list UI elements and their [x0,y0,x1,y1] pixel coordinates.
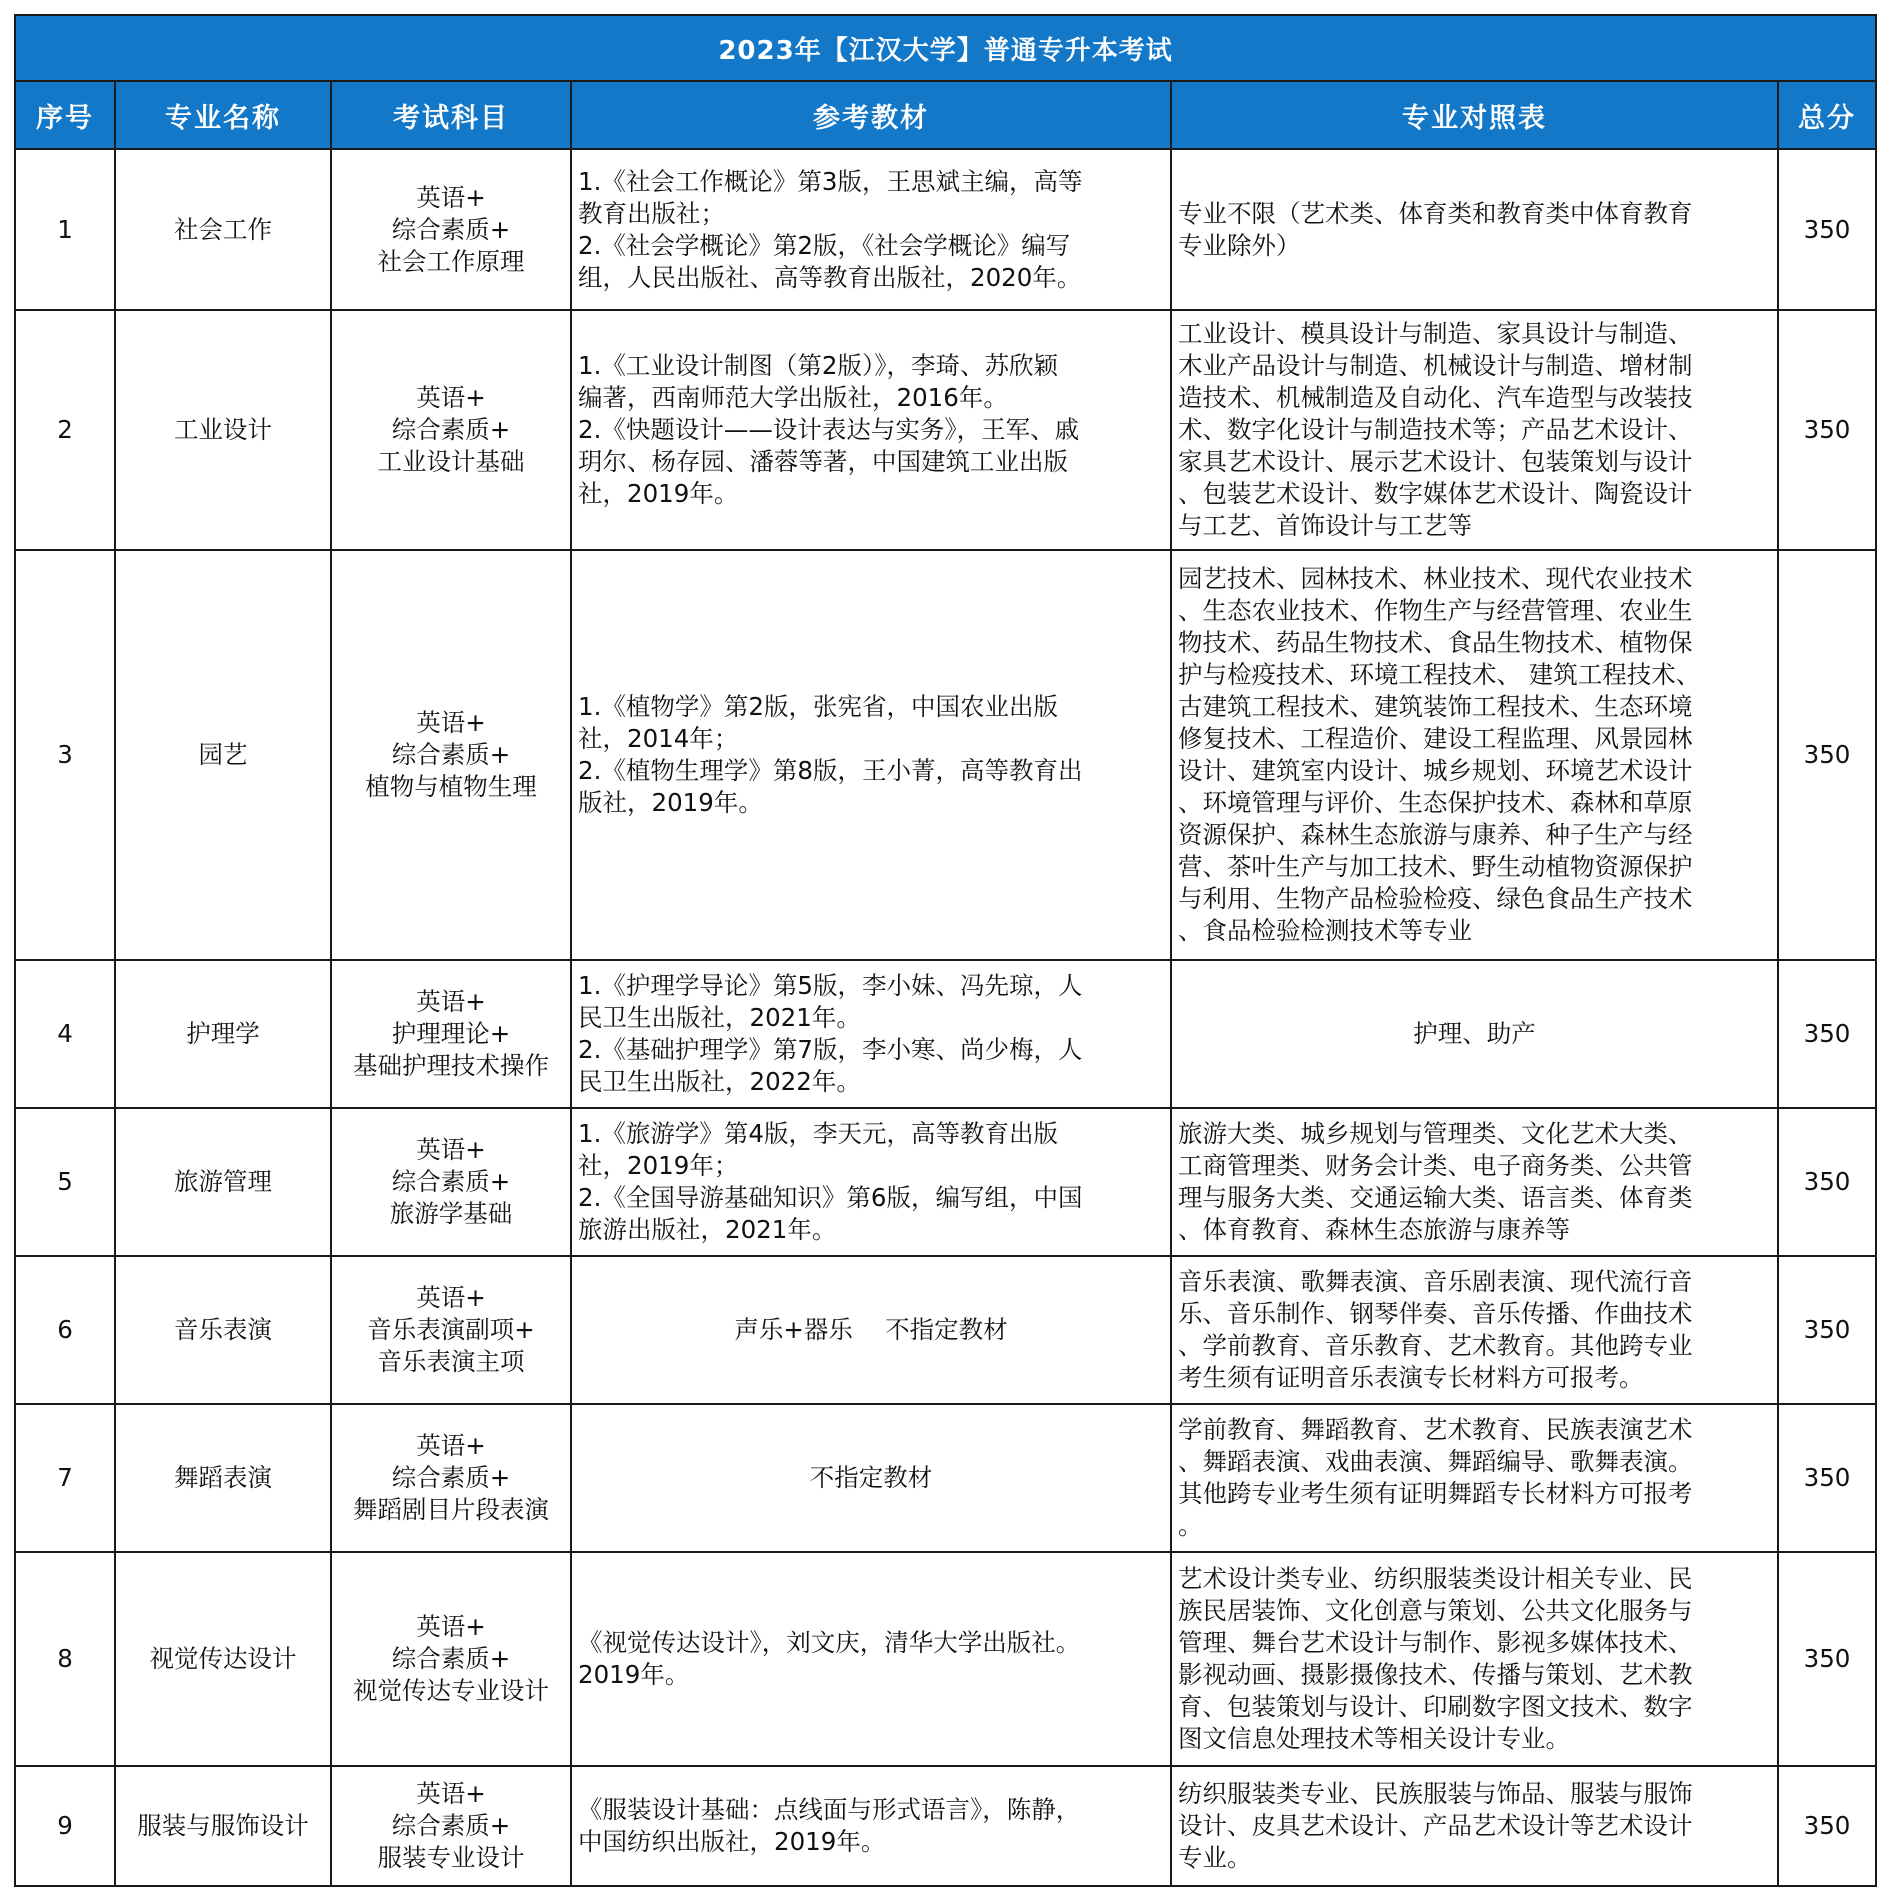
reference-textbooks [571,1108,1171,1256]
exam-subjects-line: 英语+ [416,383,486,412]
exam-table [14,14,1877,1887]
major-mapping-line: 工业设计、模具设计与制造、家具设计与制造、 [1178,319,1693,348]
exam-subjects-line: 综合素质+ [391,415,511,444]
major-mapping [1171,1108,1778,1256]
exam-subjects-line: 旅游学基础 [389,1199,513,1228]
major-mapping [1171,310,1778,550]
exam-subjects [331,1766,571,1886]
major-mapping-line: 设计、建筑室内设计、城乡规划、环境艺术设计 [1178,756,1693,785]
table-row [15,1766,1876,1886]
major-mapping-line: 、生态农业技术、作物生产与经营管理、农业生 [1178,596,1693,625]
major-mapping [1171,1552,1778,1766]
column-header: 专业名称 [115,81,331,149]
major-mapping [1171,960,1778,1108]
major-mapping-line: 理与服务大类、交通运输大类、语言类、体育类 [1178,1183,1693,1212]
table-header-row [15,81,1876,149]
reference-textbooks-line: 2.《快题设计——设计表达与实务》，王军、戚 [578,415,1080,444]
reference-textbooks-line: 2.《社会学概论》第2版，《社会学概论》编写 [578,230,1071,260]
major-mapping [1171,550,1778,960]
reference-textbooks-line: 2.《基础护理学》第7版，李小寒、尚少梅，人 [578,1035,1083,1064]
total-score: 350 [1778,960,1876,1108]
exam-subjects-line: 综合素质+ [391,740,511,769]
exam-subjects-line: 服装专业设计 [377,1843,525,1872]
reference-textbooks-line: 1.《旅游学》第4版，李天元，高等教育出版 [578,1119,1058,1148]
major-mapping-line: 专业。 [1178,1843,1252,1872]
exam-subjects-line: 音乐表演主项 [377,1347,525,1376]
major-mapping [1171,149,1778,310]
major-mapping-line: 管理、舞台艺术设计与制作、影视多媒体技术、 [1178,1628,1693,1657]
reference-textbooks-line: 社，2014年； [578,724,739,753]
total-score: 350 [1778,310,1876,550]
exam-subjects-line: 工业设计基础 [377,447,525,476]
reference-textbooks-line: 中国纺织出版社，2019年。 [578,1827,886,1856]
reference-textbooks-line: 旅游出版社，2021年。 [578,1215,837,1244]
major-mapping-line: 其他跨专业考生须有证明舞蹈专长材料方可报考 [1178,1479,1693,1508]
total-score: 350 [1778,1108,1876,1256]
major-mapping-line: 古建筑工程技术、建筑装饰工程技术、生态环境 [1178,692,1693,721]
reference-textbooks-line: 不指定教材 [809,1463,933,1492]
total-score: 350 [1778,1404,1876,1552]
major-name: 护理学 [115,960,331,1108]
major-mapping-line: 、食品检验检测技术等专业 [1178,916,1472,945]
table-title: 2023年【江汉大学】普通专升本考试 [15,15,1876,81]
major-mapping-line: 木业产品设计与制造、机械设计与制造、增材制 [1178,351,1693,380]
major-mapping-line: 护理、助产 [1413,1019,1536,1048]
table-row [15,1108,1876,1256]
reference-textbooks-line: 《视觉传达设计》，刘文庆，清华大学出版社。 [578,1628,1081,1657]
major-mapping-line: 艺术设计类专业、纺织服装类设计相关专业、民 [1178,1564,1693,1593]
exam-subjects [331,1404,571,1552]
exam-subjects-line: 英语+ [416,1612,486,1641]
exam-subjects-line: 英语+ [416,1779,486,1808]
exam-subjects-line: 植物与植物生理 [365,772,537,801]
exam-subjects [331,1108,571,1256]
major-name: 旅游管理 [115,1108,331,1256]
table-row [15,960,1876,1108]
exam-subjects [331,1256,571,1404]
table-title-row [15,15,1876,81]
exam-subjects-line: 英语+ [416,1283,486,1312]
major-mapping-line: 考生须有证明音乐表演专长材料方可报考。 [1178,1363,1644,1392]
row-number: 6 [15,1256,115,1404]
exam-table-wrapper [14,14,1875,1887]
exam-subjects-line: 舞蹈剧目片段表演 [353,1495,549,1524]
reference-textbooks [571,310,1171,550]
major-name: 音乐表演 [115,1256,331,1404]
reference-textbooks-line: 2.《全国导游基础知识》第6版，编写组，中国 [578,1183,1083,1212]
major-mapping-line: 音乐表演、歌舞表演、音乐剧表演、现代流行音 [1178,1267,1693,1296]
row-number: 8 [15,1552,115,1766]
total-score: 350 [1778,149,1876,310]
major-mapping-line: 与工艺、首饰设计与工艺等 [1178,511,1472,540]
major-mapping-line: 术、数字化设计与制造技术等；产品艺术设计、 [1178,415,1693,444]
exam-subjects-line: 英语+ [416,987,486,1016]
major-mapping-line: 专业除外） [1178,230,1301,260]
exam-subjects-line: 英语+ [416,182,486,212]
column-header: 序号 [15,81,115,149]
major-mapping-line: 资源保护、森林生态旅游与康养、种子生产与经 [1178,820,1693,849]
reference-textbooks-line: 编著，西南师范大学出版社，2016年。 [578,383,1008,412]
major-mapping-line: 工商管理类、财务会计类、电子商务类、公共管 [1178,1151,1693,1180]
table-row [15,149,1876,310]
reference-textbooks [571,550,1171,960]
major-mapping-line: 设计、皮具艺术设计、产品艺术设计等艺术设计 [1178,1811,1693,1840]
major-mapping-line: 与利用、生物产品检验检疫、绿色食品生产技术 [1178,884,1693,913]
exam-subjects [331,960,571,1108]
reference-textbooks-line: 2.《植物生理学》第8版，王小菁，高等教育出 [578,756,1083,785]
exam-subjects-line: 综合素质+ [391,214,511,244]
major-mapping-line: 。 [1178,1511,1203,1540]
major-mapping-line: 纺织服装类专业、民族服装与饰品、服装与服饰 [1178,1779,1693,1808]
exam-subjects [331,310,571,550]
major-mapping-line: 、体育教育、森林生态旅游与康养等 [1178,1215,1570,1244]
exam-subjects [331,1552,571,1766]
total-score: 350 [1778,550,1876,960]
column-header: 考试科目 [331,81,571,149]
major-mapping-line: 造技术、机械制造及自动化、汽车造型与改装技 [1178,383,1693,412]
exam-subjects-line: 基础护理技术操作 [353,1051,549,1080]
exam-subjects-line: 英语+ [416,708,486,737]
major-mapping-line: 园艺技术、园林技术、林业技术、现代农业技术 [1178,564,1693,593]
row-number: 1 [15,149,115,310]
row-number: 3 [15,550,115,960]
exam-subjects-line: 音乐表演副项+ [367,1315,535,1344]
major-mapping [1171,1256,1778,1404]
total-score: 350 [1778,1552,1876,1766]
reference-textbooks-line: 2019年。 [578,1660,690,1689]
major-mapping [1171,1404,1778,1552]
table-body [15,149,1876,1886]
major-name: 园艺 [115,550,331,960]
exam-subjects-line: 综合素质+ [391,1463,511,1492]
major-mapping-line: 物技术、药品生物技术、食品生物技术、植物保 [1178,628,1693,657]
reference-textbooks-line: 1.《护理学导论》第5版，李小妹、冯先琼，人 [578,971,1083,1000]
major-mapping-line: 专业不限（艺术类、体育类和教育类中体育教育 [1178,198,1693,228]
reference-textbooks [571,1552,1171,1766]
reference-textbooks [571,1766,1171,1886]
reference-textbooks-line: 1.《工业设计制图（第2版）》，李琦、苏欣颖 [578,351,1058,380]
major-mapping-line: 、包装艺术设计、数字媒体艺术设计、陶瓷设计 [1178,479,1693,508]
reference-textbooks [571,149,1171,310]
exam-subjects-line: 英语+ [416,1431,486,1460]
table-row [15,1256,1876,1404]
reference-textbooks-line: 《服装设计基础：点线面与形式语言》，陈静， [578,1795,1081,1824]
exam-subjects-line: 英语+ [416,1135,486,1164]
table-row [15,1552,1876,1766]
reference-textbooks-line: 1.《植物学》第2版，张宪省，中国农业出版 [578,692,1058,721]
exam-subjects-line: 综合素质+ [391,1811,511,1840]
reference-textbooks-line: 社，2019年。 [578,479,739,508]
major-name: 视觉传达设计 [115,1552,331,1766]
column-header: 专业对照表 [1171,81,1778,149]
major-mapping-line: 、环境管理与评价、生态保护技术、森林和草原 [1178,788,1693,817]
table-row [15,550,1876,960]
row-number: 4 [15,960,115,1108]
major-mapping-line: 族民居装饰、文化创意与策划、公共文化服务与 [1178,1596,1693,1625]
exam-subjects-line: 护理理论+ [391,1019,511,1048]
major-mapping-line: 旅游大类、城乡规划与管理类、文化艺术大类、 [1178,1119,1693,1148]
major-mapping-line: 营、茶叶生产与加工技术、野生动植物资源保护 [1178,852,1693,881]
reference-textbooks-line: 教育出版社； [578,198,725,228]
exam-subjects-line: 视觉传达专业设计 [353,1676,549,1705]
major-mapping-line: 、舞蹈表演、戏曲表演、舞蹈编导、歌舞表演。 [1178,1447,1693,1476]
total-score: 350 [1778,1766,1876,1886]
major-name: 社会工作 [115,149,331,310]
reference-textbooks [571,1404,1171,1552]
major-name: 工业设计 [115,310,331,550]
major-mapping-line: 修复技术、工程造价、建设工程监理、风景园林 [1178,724,1693,753]
major-mapping-line: 图文信息处理技术等相关设计专业。 [1178,1724,1570,1753]
reference-textbooks-line: 声乐+器乐 不指定教材 [734,1315,1008,1344]
reference-textbooks-line: 民卫生出版社，2021年。 [578,1003,861,1032]
major-name: 舞蹈表演 [115,1404,331,1552]
reference-textbooks-line: 版社，2019年。 [578,788,763,817]
column-header: 参考教材 [571,81,1171,149]
major-mapping [1171,1766,1778,1886]
exam-subjects-line: 综合素质+ [391,1167,511,1196]
major-mapping-line: 影视动画、摄影摄像技术、传播与策划、艺术教 [1178,1660,1693,1689]
major-name: 服装与服饰设计 [115,1766,331,1886]
major-mapping-line: 育、包装策划与设计、印刷数字图文技术、数字 [1178,1692,1693,1721]
exam-subjects [331,550,571,960]
reference-textbooks-line: 民卫生出版社，2022年。 [578,1067,861,1096]
major-mapping-line: 学前教育、舞蹈教育、艺术教育、民族表演艺术 [1178,1415,1693,1444]
exam-subjects [331,149,571,310]
total-score: 350 [1778,1256,1876,1404]
row-number: 2 [15,310,115,550]
column-header: 总分 [1778,81,1876,149]
major-mapping-line: 护与检疫技术、环境工程技术、 建筑工程技术、 [1178,660,1701,689]
major-mapping-line: 乐、音乐制作、钢琴伴奏、音乐传播、作曲技术 [1178,1299,1693,1328]
reference-textbooks [571,1256,1171,1404]
row-number: 7 [15,1404,115,1552]
row-number: 5 [15,1108,115,1256]
exam-subjects-line: 社会工作原理 [377,246,525,276]
reference-textbooks [571,960,1171,1108]
reference-textbooks-line: 1.《社会工作概论》第3版，王思斌主编，高等 [578,166,1083,196]
major-mapping-line: 、学前教育、音乐教育、艺术教育。其他跨专业 [1178,1331,1693,1360]
major-mapping-line: 家具艺术设计、展示艺术设计、包装策划与设计 [1178,447,1693,476]
table-row [15,310,1876,550]
row-number: 9 [15,1766,115,1886]
exam-subjects-line: 综合素质+ [391,1644,511,1673]
reference-textbooks-line: 社，2019年； [578,1151,739,1180]
reference-textbooks-line: 玥尔、杨存园、潘蓉等著，中国建筑工业出版 [578,447,1068,476]
table-row [15,1404,1876,1552]
reference-textbooks-line: 组，人民出版社、高等教育出版社，2020年。 [578,262,1082,292]
